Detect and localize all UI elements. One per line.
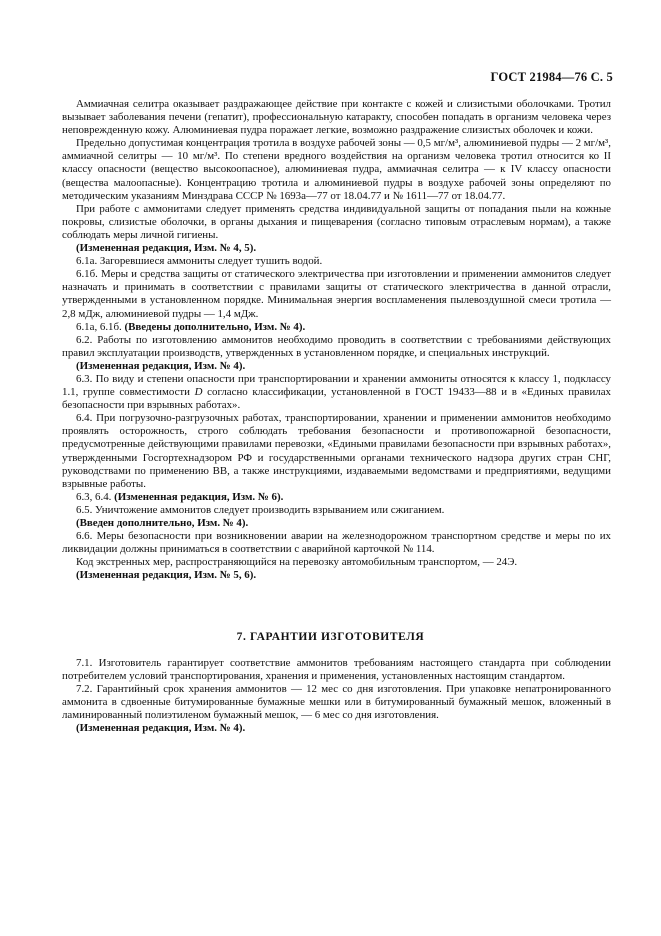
- amendment-note: (Измененная редакция, Изм. № 4).: [76, 359, 246, 372]
- clause-refs: 6.1а, 6.1б.: [76, 320, 125, 333]
- paragraph: 6.6. Меры безопасности при возникновении аварии на железнодорожном транспортном средстве и меры по их ликвидации должны приниматься в соответствии с аварийной карточкой № 114.: [62, 530, 611, 556]
- clause-refs: 6.3, 6.4.: [76, 490, 115, 503]
- section-7-body: [62, 657, 611, 736]
- paragraph: 6.2. Работы по изготовлению аммонитов необходимо проводить в соответствии с требованиями действующих правил эксплуатации производств, утвержденных в установленном порядке, и специальных инструкций.: [62, 333, 611, 359]
- paragraph: 6.1б. Меры и средства защиты от статического электричества при изготовлении и применении аммонитов следует назначать и принимать в соответствии с правилами защиты от статического электричества в данной отрасли, утвержденными в установленном порядке. Минимальная энергия воспламенения пылевоздушной смеси тротила — 2,8 мДж, алюминиевой пудры — 1,4 мДж.: [62, 268, 611, 320]
- paragraph: [62, 373, 611, 412]
- section-6-body: [62, 98, 611, 582]
- paragraph: При работе с аммонитами следует применять средства индивидуальной защиты от попадания пыли на кожные покровы, слизистые оболочки, в органы дыхания и пищеварения (согласно типовым отраслевым нормам), а также соблюдать меры личной гигиены.: [62, 202, 611, 241]
- paragraph: Аммиачная селитра оказывает раздражающее действие при контакте с кожей и слизистыми оболочками. Тротил вызывает заболевания печени (гепатит), профессиональную катаракту, способен попадать в организм человека через неповрежденную кожу. Алюминиевая пудра поражает легкие, возможно раздражение слизистых оболочек и кожи.: [62, 98, 611, 137]
- amendment-note: (Измененная редакция, Изм. № 4).: [76, 722, 246, 735]
- amendment-note: (Введены дополнительно, Изм. № 4).: [124, 320, 306, 333]
- text-run: согласно классификации, установленной в ГОСТ 19433—88 и в «Единых правилах безопасности при взрывных работах».: [62, 386, 611, 412]
- amendment-note: (Измененная редакция, Изм. № 6).: [114, 490, 284, 503]
- paragraph: 6.1а. Загоревшиеся аммониты следует тушить водой.: [76, 255, 323, 268]
- section-heading: 7. ГАРАНТИИ ИЗГОТОВИТЕЛЯ: [236, 631, 425, 643]
- amendment-note: (Измененная редакция, Изм. № 4, 5).: [76, 242, 257, 255]
- amendment-note: (Введен дополнительно, Изм. № 4).: [76, 517, 249, 529]
- paragraph-with-note: [62, 491, 611, 504]
- paragraph: 6.4. При погрузочно-разгрузочных работах, транспортировании, хранении и применении аммонитов необходимо проявлять осторожность, строго соблюдать требования безопасности и противопожарной безопасности, предусмотренные действующими правилами перевозки, «Едиными правилами безопасности при взрывных работах», утвержденными Госгортехнадзором РФ и государственными органами технического надзора других стран СНГ, руководствами по применению ВВ, а также инструкциями, издаваемыми ведомствами и предприятиями, ведущими взрывные работы.: [62, 412, 611, 490]
- paragraph: Код экстренных мер, распространяющийся на перевозку автомобильным транспортом, — 24Э.: [76, 556, 518, 569]
- paragraph-with-note: [62, 321, 611, 334]
- running-head: ГОСТ 21984—76 С. 5: [490, 70, 613, 84]
- text-run: 6.3. По виду и степени опасности при транспортировании и хранении аммониты относятся к классу 1, подклассу 1.1, группе совместимости: [62, 372, 611, 399]
- italic-letter: D: [194, 386, 203, 399]
- paragraph: 6.5. Уничтожение аммонитов следует производить взрыванием или сжиганием.: [76, 503, 445, 516]
- paragraph: Предельно допустимая концентрация тротила в воздухе рабочей зоны — 0,5 мг/м³, алюминиевой пудры — 2 мг/м³, аммиачной селитры — 10 мг/м³. По степени вредного воздействия на организм человека тротил относится ко II классу опасности (вещество высокоопасное), алюминиевая пудра, аммиачная селитра — к IV классу опасности (вещества малоопасные). Концентрацию тротила и алюминиевой пудры в воздухе рабочей зоны определяют по методическим указаниям Минздрава СССР № 1693а—77 от 18.04.77 и № 1611—77 от 18.04.77.: [62, 137, 611, 202]
- amendment-note: (Измененная редакция, Изм. № 5, 6).: [76, 569, 257, 582]
- paragraph: 7.2. Гарантийный срок хранения аммонитов — 12 мес со дня изготовления. При упаковке непатронированного аммонита в сдвоенные битумированные бумажные мешки или в битумированный бумажный мешок, вложенный в ламинированный полиэтиленом бумажный мешок, — 6 мес со дня изготовления.: [62, 683, 611, 722]
- paragraph: 7.1. Изготовитель гарантирует соответствие аммонитов требованиям настоящего стандарта при соблюдении потребителем условий транспортирования, хранения и применения, установленных настоящим стандартом.: [62, 657, 611, 683]
